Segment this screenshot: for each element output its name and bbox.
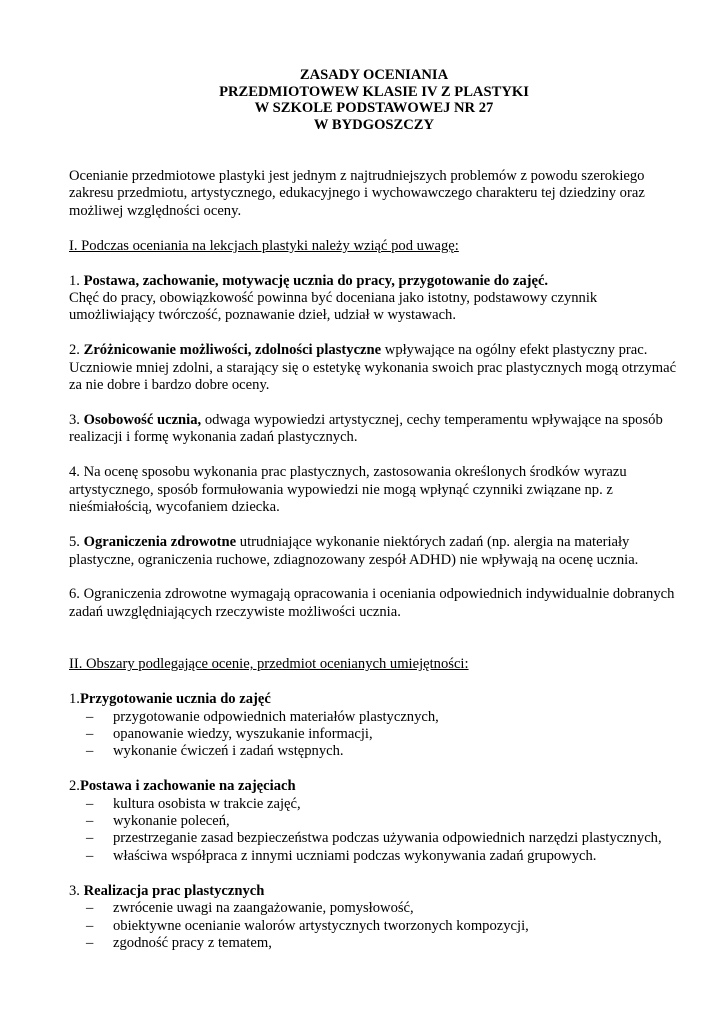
group-title: Przygotowanie ucznia do zajęć — [79, 691, 271, 708]
list-item: – przygotowanie odpowiednich materiałów plastycznych, — [86, 708, 439, 725]
dash-bullet-icon: – — [86, 795, 94, 812]
list-item: – wykonanie ćwiczeń i zadań wstępnych. — [86, 743, 344, 760]
section-1-item-4: 4. Na ocenę sposobu wykonania prac plastycznych, zastosowania określonych środków wyrazu artystycznego, sposób formułowania wypowiedzi nie mogą wpłynąć czynniki związane np. z nieśmiałością, wycofaniem dziecka. — [69, 464, 627, 516]
list-item: – kultura osobista w trakcie zajęć, — [86, 795, 301, 812]
section-1-item-2 — [69, 342, 679, 394]
dash-bullet-icon: – — [86, 935, 94, 951]
item-number: 1. — [69, 272, 84, 289]
document-page — [69, 67, 679, 952]
document-title — [69, 67, 679, 133]
section-1-item-3 — [69, 412, 679, 447]
group-2-list — [69, 796, 679, 866]
dash-bullet-icon: – — [86, 917, 94, 934]
group-number: 1. — [69, 691, 80, 708]
title-line-3: W SZKOLE PODSTAWOWEJ NR 27 — [254, 100, 494, 116]
item-bold-lead: Ograniczenia zdrowotne — [83, 534, 237, 551]
intro-paragraph: Ocenianie przedmiotowe plastyki jest jednym z najtrudniejszych problemów z powodu szerokiego zakresu przedmiotu, artystycznego, edukacyjnego i wychowawczego charakteru tej dziedziny oraz możliwej względności oceny. — [69, 168, 645, 219]
list-item: – obiektywne ocenianie walorów artystycznych tworzonych kompozycji, — [86, 917, 529, 934]
group-3-list — [69, 900, 679, 952]
section-1-item-1 — [69, 273, 679, 290]
dash-bullet-icon: – — [86, 813, 94, 830]
group-1-list — [69, 709, 679, 761]
group-number: 3. — [69, 882, 84, 899]
list-item: – zgodność pracy z tematem, — [86, 935, 272, 951]
item-bold-lead: Postawa, zachowanie, motywację ucznia do pracy, przygotowanie do zajęć. — [83, 272, 549, 289]
title-line-4: W BYDGOSZCZY — [313, 116, 435, 133]
list-item: – zwrócenie uwagi na zaangażowanie, pomysłowość, — [86, 900, 414, 917]
list-item: – wykonanie poleceń, — [86, 813, 230, 830]
group-title: Postawa i zachowanie na zajęciach — [79, 778, 296, 795]
list-item: – opanowanie wiedzy, wyszukanie informacji, — [86, 725, 373, 742]
list-item: – przestrzeganie zasad bezpieczeństwa podczas używania odpowiednich narzędzi plastycznych, — [86, 830, 662, 847]
dash-bullet-icon: – — [86, 900, 94, 917]
item-text: utrudniające wykonanie niektórych zadań (np. alergia na materiały plastyczne, ograniczenia ruchowe, zdiagnozowany zespół ADHD) nie wpływają na ocenę ucznia. — [69, 534, 639, 568]
group-title: Realizacja prac plastycznych — [83, 882, 265, 899]
item-bold-lead: Zróżnicowanie możliwości, zdolności plastyczne — [83, 342, 382, 359]
section-1-heading: I. Podczas oceniania na lekcjach plastyki należy wziąć pod uwagę: — [69, 237, 459, 254]
item-number: 5. — [69, 534, 84, 551]
dash-bullet-icon: – — [86, 743, 94, 760]
section-1-item-1-text: Chęć do pracy, obowiązkowość powinna być doceniana jako istotny, podstawowy czynnik umożliwiający twórczość, poznawanie dzieł, udział w wystawach. — [69, 290, 598, 324]
dash-bullet-icon: – — [86, 725, 94, 742]
section-2-group-2-heading — [69, 778, 679, 795]
title-line-1: ZASADY OCENIANIA — [299, 67, 449, 83]
dash-bullet-icon: – — [86, 847, 94, 864]
item-text: odwaga wypowiedzi artystycznej, cechy temperamentu wpływające na sposób realizacji i formę wykonania zadań plastycznych. — [69, 412, 663, 446]
section-2-group-1-heading — [69, 691, 679, 708]
list-item: – właściwa współpraca z innymi uczniami podczas wykonywania zadań grupowych. — [86, 847, 597, 864]
item-text: wpływające na ogólny efekt plastyczny prac. Uczniowie mniej zdolni, a starający się o estetykę wykonania swoich prac plastycznych mogą otrzymać za nie dobre i bardzo dobre oceny. — [69, 342, 677, 394]
item-number: 2. — [69, 342, 84, 359]
section-1-item-5 — [69, 534, 679, 569]
section-2-heading: II. Obszary podlegające ocenie, przedmiot ocenianych umiejętności: — [69, 656, 469, 673]
group-number: 2. — [69, 778, 80, 795]
section-1-item-6: 6. Ograniczenia zdrowotne wymagają opracowania i oceniania odpowiednich indywidualnie dobranych zadań uwzględniających rzeczywiste możliwości ucznia. — [69, 586, 675, 620]
item-bold-lead: Osobowość ucznia, — [83, 412, 202, 429]
dash-bullet-icon: – — [86, 830, 94, 847]
section-2-group-3-heading — [69, 883, 679, 900]
dash-bullet-icon: – — [86, 708, 94, 725]
item-number: 3. — [69, 412, 84, 429]
title-line-2: PRZEDMIOTOWEW KLASIE IV Z PLASTYKI — [219, 83, 529, 100]
